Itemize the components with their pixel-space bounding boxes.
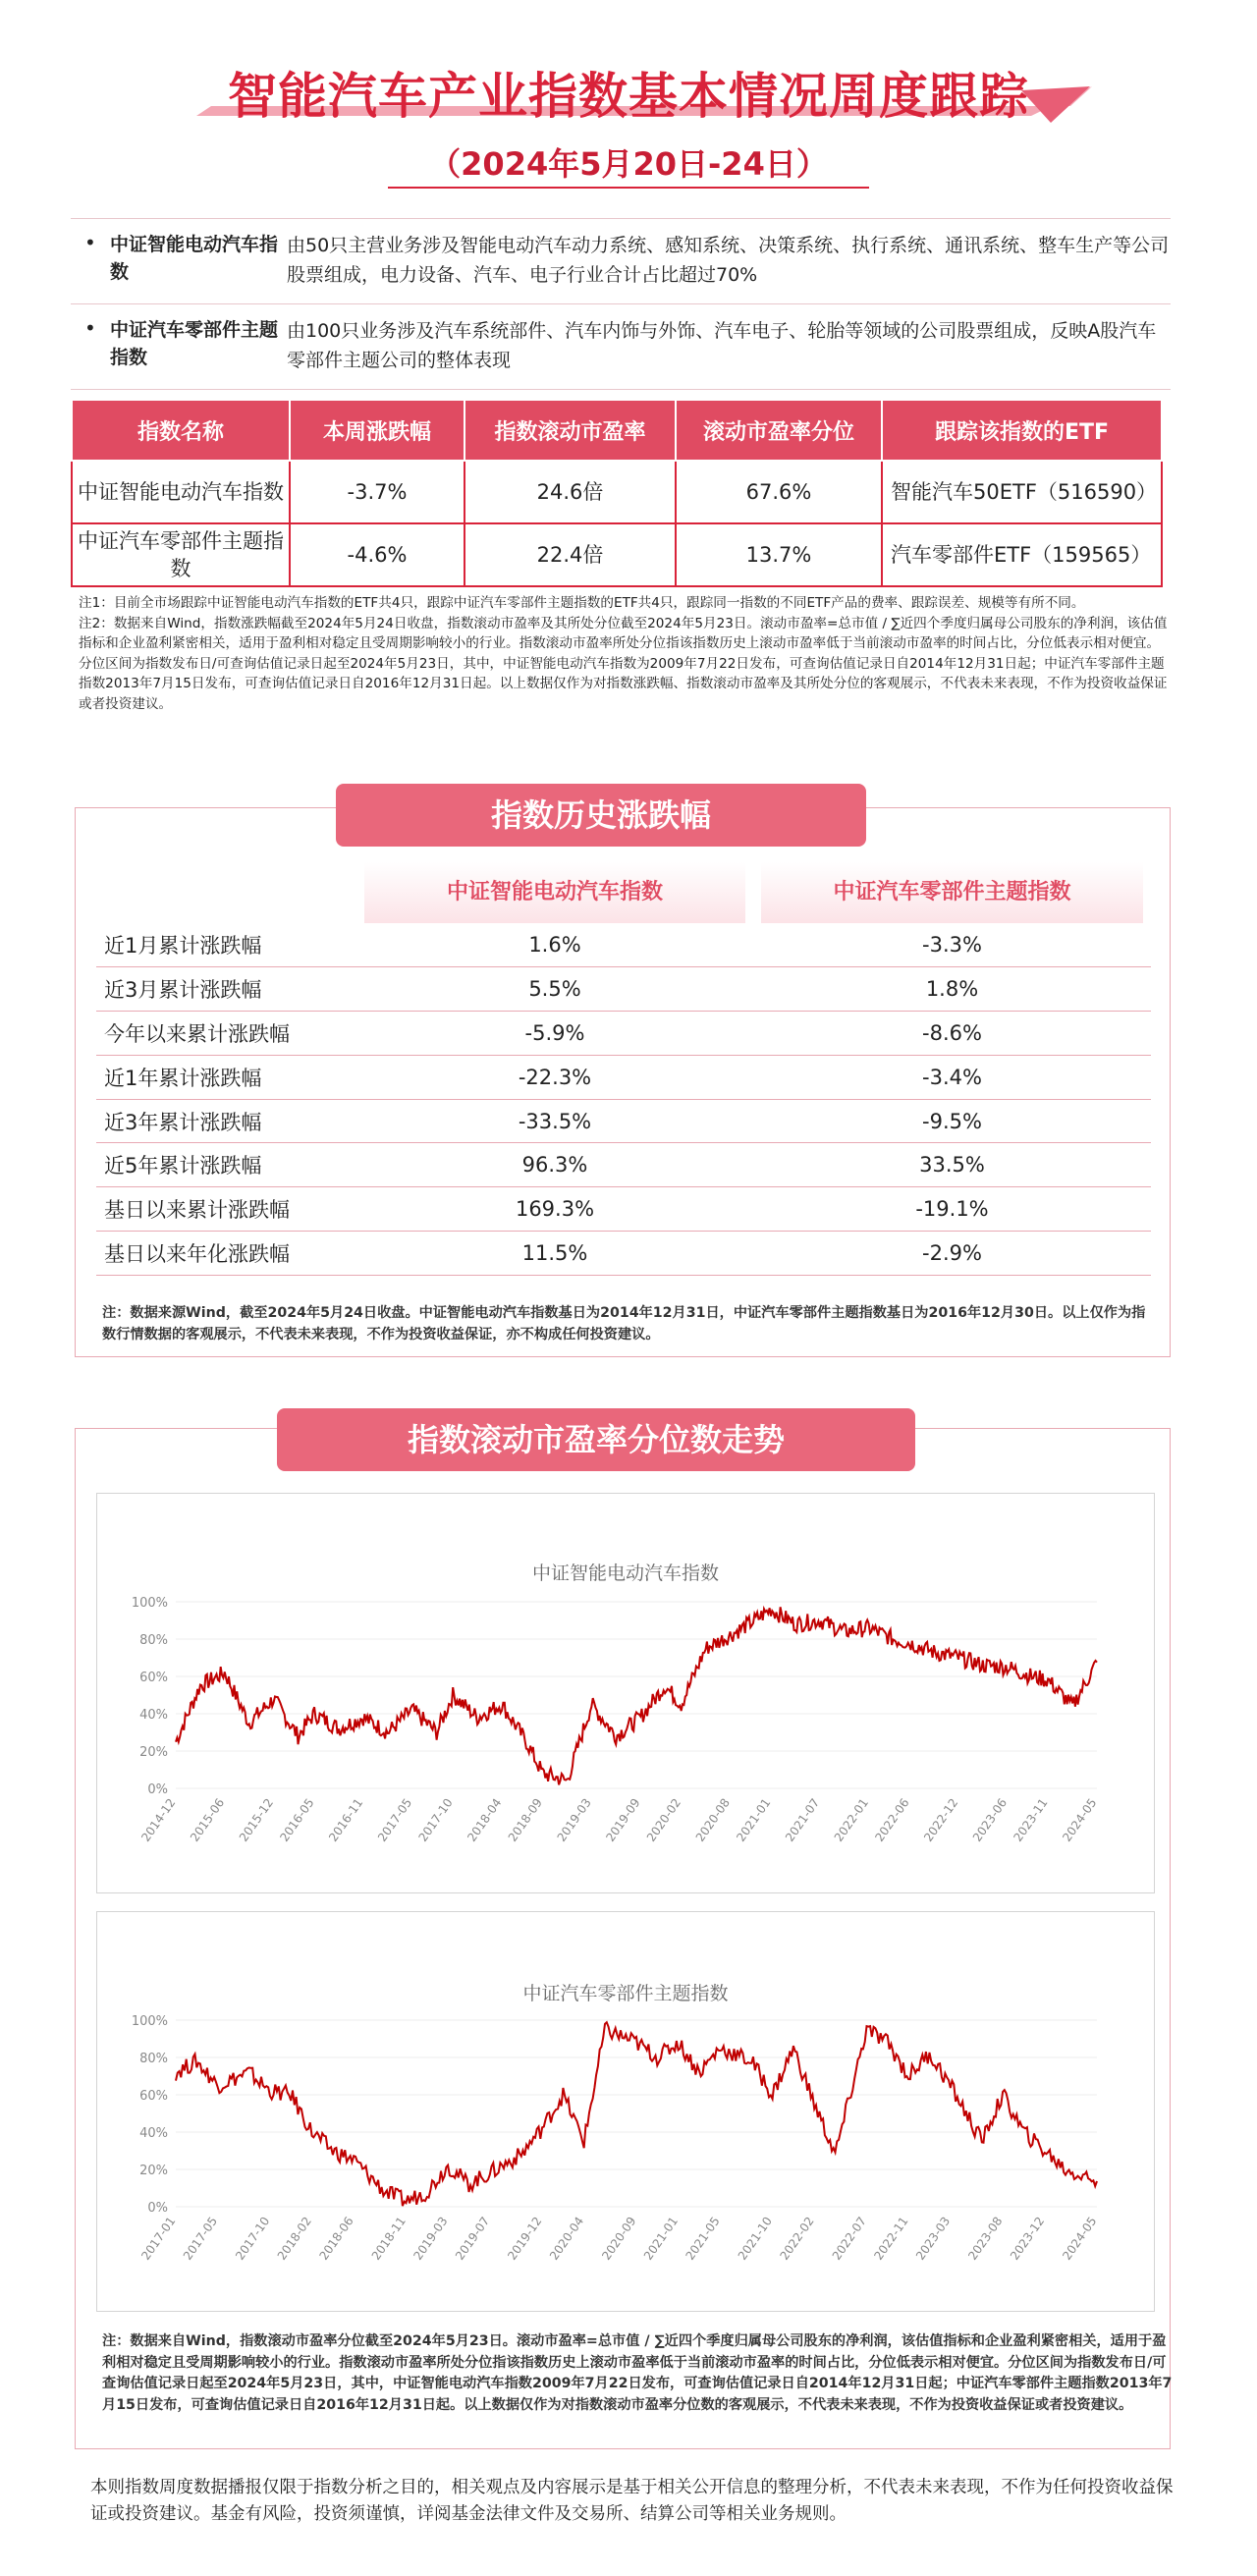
- pe-cell: 22.4倍: [465, 523, 676, 586]
- section-title: 指数滚动市盈率分位数走势: [407, 1421, 785, 1458]
- y-tick-label: 60%: [139, 1671, 168, 1685]
- y-tick-label: 0%: [147, 1782, 168, 1797]
- x-tick-label: 2019-09: [603, 1795, 643, 1844]
- value-cell: -8.6%: [753, 1012, 1151, 1056]
- table-row: [96, 1232, 1151, 1276]
- value-cell: -22.3%: [356, 1055, 753, 1099]
- x-tick-label: 2023-11: [1011, 1795, 1051, 1844]
- x-tick-label: 2019-03: [410, 2214, 451, 2263]
- x-tick-label: 2022-12: [921, 1795, 961, 1844]
- y-tick-label: 0%: [147, 2201, 168, 2216]
- index-name-cell: 中证智能电动汽车指数: [72, 461, 290, 523]
- x-tick-label: 2017-05: [180, 2214, 221, 2263]
- y-tick-label: 80%: [139, 1633, 168, 1648]
- table-row: [96, 1099, 1151, 1143]
- table-row: [96, 1187, 1151, 1232]
- value-cell: -33.5%: [356, 1099, 753, 1143]
- x-tick-label: 2021-01: [640, 2214, 682, 2263]
- x-tick-label: 2020-08: [692, 1795, 733, 1844]
- column-header: [753, 862, 1151, 923]
- y-tick-label: 100%: [131, 2014, 168, 2029]
- chart-parts-index: [96, 1911, 1155, 2312]
- intro-index-desc: 由50只主营业务涉及智能电动汽车动力系统、感知系统、决策系统、执行系统、通讯系统、整车生产等公司股票组成，电力设备、汽车、电子行业合计占比超过70%: [287, 235, 1170, 286]
- x-tick-label: 2021-10: [735, 2214, 776, 2263]
- x-tick-label: 2020-09: [599, 2214, 639, 2263]
- intro-index-desc: 由100只业务涉及汽车系统部件、汽车内饰与外饰、汽车电子、轮胎等领域的公司股票组成，反映A股汽车零部件主题公司的整体表现: [287, 320, 1157, 371]
- y-tick-label: 60%: [139, 2089, 168, 2104]
- value-cell: 169.3%: [356, 1187, 753, 1232]
- section-title: 指数历史涨跌幅: [490, 796, 711, 834]
- index-name-cell: 中证汽车零部件主题指数: [72, 523, 290, 586]
- intro-index-name: 中证汽车零部件主题指数: [110, 319, 279, 368]
- table-row: [96, 1143, 1151, 1187]
- y-tick-label: 40%: [139, 2126, 168, 2141]
- period-label: 近1年累计涨跌幅: [96, 1055, 356, 1099]
- bullet-icon: •: [84, 231, 96, 254]
- y-tick-label: 80%: [139, 2052, 168, 2066]
- x-tick-label: 2017-05: [374, 1795, 415, 1844]
- value-cell: 11.5%: [356, 1232, 753, 1276]
- x-tick-label: 2019-03: [554, 1795, 594, 1844]
- x-tick-label: 2017-01: [138, 2214, 179, 2263]
- weekly-change-cell: -3.7%: [290, 461, 465, 523]
- period-label: 近5年累计涨跌幅: [96, 1143, 356, 1187]
- pe-banner: [277, 1408, 915, 1471]
- x-tick-label: 2022-06: [872, 1795, 912, 1844]
- column-header: 跟踪该指数的ETF: [882, 400, 1162, 461]
- x-tick-label: 2018-09: [505, 1795, 545, 1844]
- table-row: [72, 461, 1162, 523]
- table-row: [72, 523, 1162, 586]
- y-tick-label: 40%: [139, 1708, 168, 1723]
- x-tick-label: 2017-10: [233, 2214, 273, 2263]
- period-label: 基日以来年化涨跌幅: [96, 1232, 356, 1276]
- x-tick-label: 2022-07: [829, 2214, 869, 2263]
- x-tick-label: 2014-12: [138, 1795, 179, 1844]
- pe-percentile-cell: 13.7%: [676, 523, 882, 586]
- column-header: 指数滚动市盈率: [465, 400, 676, 461]
- value-cell: -19.1%: [753, 1187, 1151, 1232]
- value-cell: 1.6%: [356, 923, 753, 967]
- x-tick-label: 2015-12: [236, 1795, 277, 1844]
- x-tick-label: 2016-05: [277, 1795, 317, 1844]
- x-tick-label: 2018-04: [465, 1795, 505, 1844]
- column-header: 滚动市盈率分位: [676, 400, 882, 461]
- x-tick-label: 2017-10: [415, 1795, 456, 1844]
- column-header-label: 中证汽车零部件主题指数: [761, 862, 1143, 923]
- series-line: [176, 2022, 1097, 2206]
- x-tick-label: 2019-07: [453, 2214, 493, 2263]
- note-text: 注1：目前全市场跟踪中证智能电动汽车指数的ETF共4只，跟踪中证汽车零部件主题指数的ETF共4只，跟踪同一指数的不同ETF产品的费率、跟踪误差、规模等有所不同。: [79, 595, 1085, 611]
- chart-title: 中证智能电动汽车指数: [531, 1562, 719, 1584]
- pe-percentile-cell: 67.6%: [676, 461, 882, 523]
- column-header: 指数名称: [72, 400, 290, 461]
- summary-table: [71, 399, 1163, 587]
- index-intro: [71, 218, 1171, 390]
- value-cell: -9.5%: [753, 1099, 1151, 1143]
- table-header-row: [72, 400, 1162, 461]
- x-tick-label: 2016-11: [326, 1795, 366, 1844]
- table-row: [96, 923, 1151, 967]
- etf-cell: 汽车零部件ETF（159565）: [882, 523, 1162, 586]
- table-row: [96, 1055, 1151, 1099]
- history-note: 注：数据来源Wind，截至2024年5月24日收盘。中证智能电动汽车指数基日为2014年12月31日，中证汽车零部件主题指数基日为2016年12月30日。以上仅作为指数行情数据的客观展示，不代表未来表现，不作为投资收益保证，亦不构成任何投资建议。: [102, 1305, 1146, 1343]
- column-header-label: 中证智能电动汽车指数: [364, 862, 745, 923]
- pe-cell: 24.6倍: [465, 461, 676, 523]
- page-subtitle: （2024年5月20日-24日）: [429, 145, 828, 183]
- column-header: 本周涨跌幅: [290, 400, 465, 461]
- value-cell: 96.3%: [356, 1143, 753, 1187]
- chart-title: 中证汽车零部件主题指数: [522, 1983, 729, 2004]
- x-tick-label: 2024-05: [1060, 1795, 1100, 1844]
- value-cell: -3.3%: [753, 923, 1151, 967]
- x-tick-label: 2023-03: [913, 2214, 954, 2263]
- x-tick-label: 2023-06: [969, 1795, 1011, 1844]
- y-tick-label: 20%: [139, 1745, 168, 1760]
- period-label: 基日以来累计涨跌幅: [96, 1187, 356, 1232]
- x-tick-label: 2021-01: [734, 1795, 774, 1844]
- period-label: 近1月累计涨跌幅: [96, 923, 356, 967]
- intro-row: [71, 304, 1171, 390]
- history-banner: [336, 784, 866, 847]
- period-label: 近3月累计涨跌幅: [96, 967, 356, 1012]
- etf-cell: 智能汽车50ETF（516590）: [882, 461, 1162, 523]
- notes-block: [79, 593, 1169, 714]
- x-tick-label: 2022-02: [777, 2214, 817, 2263]
- x-tick-label: 2018-02: [274, 2214, 315, 2263]
- table-header-row: [96, 862, 1151, 923]
- intro-index-name: 中证智能电动汽车指数: [110, 234, 279, 283]
- bullet-icon: •: [84, 316, 96, 340]
- x-tick-label: 2018-11: [368, 2214, 409, 2263]
- x-tick-label: 2023-08: [965, 2214, 1006, 2263]
- value-cell: 1.8%: [753, 967, 1151, 1012]
- x-tick-label: 2024-05: [1060, 2214, 1100, 2263]
- chart-ev-svg: [97, 1494, 1156, 1894]
- disclaimer-footer: 本则指数周度数据播报仅限于指数分析之目的，相关观点及内容展示是基于相关公开信息的整理分析，不代表未来表现，不作为任何投资收益保证或投资建议。基金有风险，投资须谨慎，详阅基金法律文件及交易所、结算公司等相关业务规则。: [90, 2478, 1174, 2524]
- x-tick-label: 2022-11: [871, 2214, 911, 2263]
- pe-note: 注：数据来自Wind，指数滚动市盈率分位截至2024年5月23日。滚动市盈率=总市值 / ∑近四个季度归属母公司股东的净利润，该估值指标和企业盈利紧密相关，适用于盈利相对稳定且受周期影响较小的行业。指数滚动市盈率所处分位指该指数历史上滚动市盈率低于当前滚动市盈率的时间占比，分位低表示相对便宜。分位区间为指数发布日/可查询估值记录日起至2024年5月23日，其中，中证智能电动汽车指数2009年7月22日发布，可查询估值记录日自2014年12月31日起；中证汽车零部件主题指数2013年7月15日发布，可查询估值记录日自2016年12月31日起。以上数据仅作为对指数滚动市盈率分位数的客观展示，不代表未来表现，不作为投资收益保证或者投资建议。: [102, 2333, 1173, 2413]
- value-cell: 33.5%: [753, 1143, 1151, 1187]
- x-tick-label: 2023-12: [1007, 2214, 1048, 2263]
- value-cell: -3.4%: [753, 1055, 1151, 1099]
- x-tick-label: 2020-04: [546, 2214, 587, 2263]
- x-tick-label: 2022-01: [831, 1795, 872, 1844]
- x-tick-label: 2021-05: [683, 2214, 723, 2263]
- y-tick-label: 20%: [139, 2164, 168, 2178]
- weekly-change-cell: -4.6%: [290, 523, 465, 586]
- subtitle-underline: [388, 187, 869, 189]
- value-cell: -5.9%: [356, 1012, 753, 1056]
- value-cell: -2.9%: [753, 1232, 1151, 1276]
- chart-parts-svg: [97, 1912, 1156, 2313]
- table-row: [96, 967, 1151, 1012]
- x-tick-label: 2018-06: [316, 2214, 356, 2263]
- y-tick-label: 100%: [131, 1596, 168, 1611]
- series-line: [176, 1607, 1097, 1784]
- period-label: 今年以来累计涨跌幅: [96, 1012, 356, 1056]
- note-text: 注2：数据来自Wind，指数涨跌幅截至2024年5月24日收盘，指数滚动市盈率及其所处分位截至2024年5月23日。滚动市盈率=总市值 / ∑近四个季度归属母公司股东的净利润，该估值指标和企业盈利紧密相关，适用于盈利相对稳定且受周期影响较小的行业。指数滚动市盈率所处分位指该指数历史上滚动市盈率低于当前滚动市盈率的时间占比，分位低表示相对便宜。分位区间为指数发布日/可查询估值记录日起至2024年5月23日，其中，中证智能电动汽车指数为2009年7月22日发布，可查询估值记录日自2014年12月31日起；中证汽车零部件主题指数2013年7月15日发布，可查询估值记录日自2016年12月31日起。以上数据仅作为对指数涨跌幅、指数滚动市盈率及其所处分位的客观展示，不代表未来表现，不作为投资收益保证或者投资建议。: [79, 615, 1168, 712]
- intro-row: [71, 218, 1171, 304]
- x-tick-label: 2015-06: [188, 1795, 228, 1844]
- x-tick-label: 2021-07: [782, 1795, 823, 1844]
- x-tick-label: 2020-02: [643, 1795, 684, 1844]
- value-cell: 5.5%: [356, 967, 753, 1012]
- table-row: [96, 1012, 1151, 1056]
- column-header: [356, 862, 753, 923]
- page-title: 智能汽车产业指数基本情况周度跟踪: [228, 68, 1029, 125]
- history-table: [96, 862, 1151, 1276]
- chart-ev-index: [96, 1493, 1155, 1893]
- x-tick-label: 2019-12: [505, 2214, 545, 2263]
- empty-header: [96, 862, 356, 923]
- period-label: 近3年累计涨跌幅: [96, 1099, 356, 1143]
